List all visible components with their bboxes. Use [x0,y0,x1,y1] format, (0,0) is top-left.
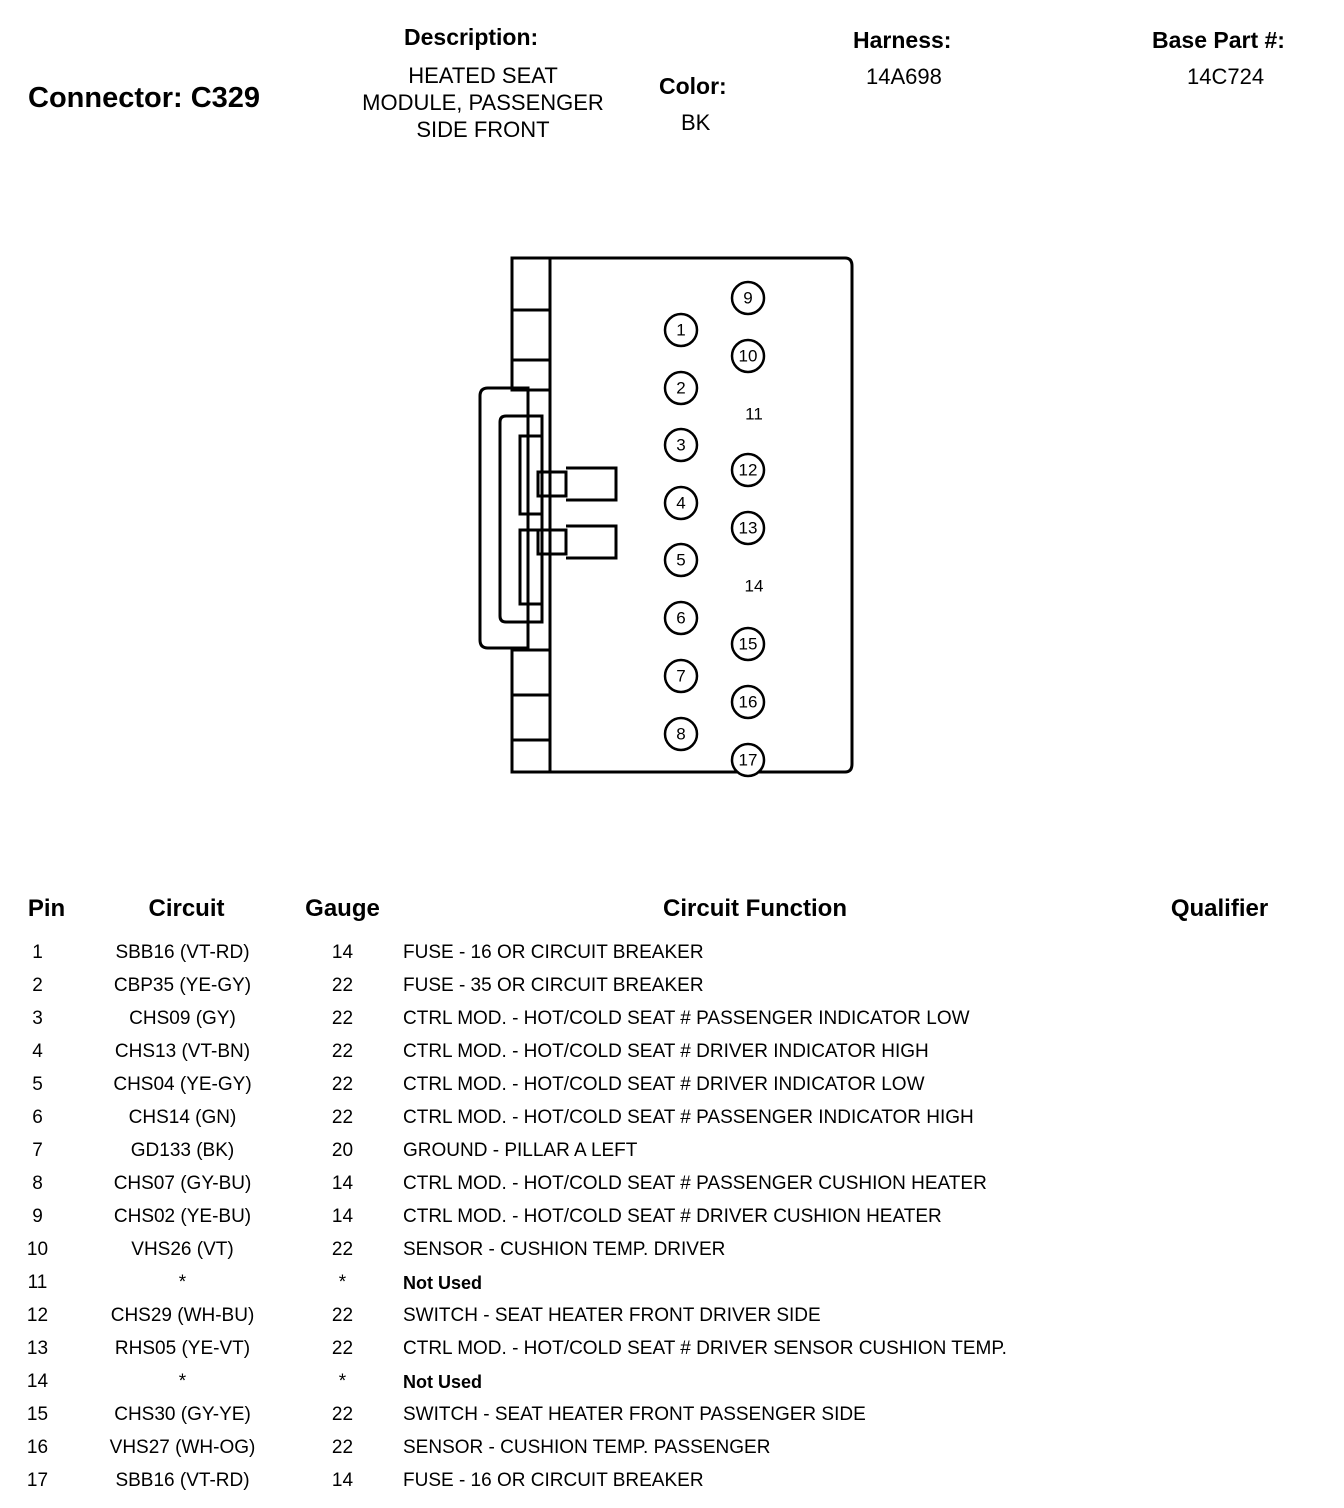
table-row [0,1432,1344,1465]
table-header-row [0,895,1344,937]
pin-marker-11: 11 [745,404,763,424]
table-row [0,1366,1344,1399]
cell-circuit-function: SWITCH - SEAT HEATER FRONT DRIVER SIDE [403,1305,821,1326]
column-header-circuit: Circuit [148,895,225,922]
cell-gauge: 22 [331,1404,354,1425]
cell-gauge: 22 [331,1305,354,1326]
cell-circuit: CHS09 (GY) [129,1008,236,1029]
connector-id-title: Connector: C329 [28,82,261,114]
cell-circuit: CHS29 (WH-BU) [110,1305,255,1326]
cell-circuit: CHS07 (GY-BU) [113,1173,252,1194]
table-row [0,970,1344,1003]
pin-marker-4: 4 [676,493,686,513]
column-header-pin: Pin [27,895,66,922]
cell-pin: 15 [26,1404,49,1425]
cell-circuit-function: CTRL MOD. - HOT/COLD SEAT # PASSENGER CUSHION HEATER [403,1173,987,1194]
cell-qualifier [1115,1234,1344,1267]
cell-gauge: 22 [331,1041,354,1062]
column-header-qualifier: Qualifier [1170,895,1269,922]
cell-gauge: 22 [331,1437,354,1458]
base-part-label: Base Part #: [1152,27,1285,53]
pin-marker-3: 3 [676,435,686,455]
cell-circuit-function: CTRL MOD. - HOT/COLD SEAT # DRIVER INDICATOR LOW [403,1074,925,1095]
cell-gauge: 22 [331,1239,354,1260]
cell-qualifier [1115,970,1344,1003]
cell-qualifier [1115,1135,1344,1168]
cell-gauge: 14 [331,1206,354,1227]
table-row [0,937,1344,970]
cell-pin: 3 [32,1008,43,1029]
cell-pin: 4 [32,1041,43,1062]
cell-circuit: CBP35 (YE-GY) [113,975,252,996]
cell-qualifier [1115,1201,1344,1234]
pin-marker-1: 1 [676,320,686,340]
cell-pin: 5 [32,1074,43,1095]
column-header-function: Circuit Function [663,895,847,922]
cell-gauge: 22 [331,975,354,996]
pin-marker-16: 16 [738,692,758,712]
pin-marker-10: 10 [738,346,758,366]
cell-circuit-function: SENSOR - CUSHION TEMP. DRIVER [403,1239,726,1260]
pin-marker-2: 2 [676,378,686,398]
cell-pin: 6 [32,1107,43,1128]
harness-label: Harness: [853,27,952,53]
cell-pin: 10 [26,1239,49,1260]
cell-circuit: GD133 (BK) [130,1140,235,1161]
cell-qualifier [1115,1432,1344,1465]
table-row [0,1201,1344,1234]
cell-circuit-function: FUSE - 35 OR CIRCUIT BREAKER [403,975,704,996]
base-part-value: 14C724 [1187,64,1265,89]
cell-circuit: * [178,1371,187,1392]
cell-gauge: * [338,1371,347,1392]
cell-gauge: 22 [331,1008,354,1029]
cell-circuit-function: Not Used [403,1371,483,1392]
cell-circuit: VHS26 (VT) [131,1239,234,1260]
table-row [0,1135,1344,1168]
description-label: Description: [404,24,539,50]
color-value: BK [681,110,711,135]
cell-qualifier [1115,1036,1344,1069]
cell-circuit-function: FUSE - 16 OR CIRCUIT BREAKER [403,1470,704,1491]
cell-qualifier [1115,1399,1344,1432]
cell-gauge: * [338,1272,347,1293]
column-header-gauge: Gauge [305,895,380,922]
cell-gauge: 22 [331,1074,354,1095]
cell-qualifier [1115,1366,1344,1399]
cell-pin: 7 [32,1140,43,1161]
cell-gauge: 14 [331,942,354,963]
cell-qualifier [1115,1267,1344,1300]
cell-circuit-function: CTRL MOD. - HOT/COLD SEAT # PASSENGER INDICATOR HIGH [403,1107,974,1128]
cell-gauge: 14 [331,1470,354,1491]
cell-qualifier [1115,1168,1344,1201]
cell-circuit: * [178,1272,187,1293]
cell-pin: 12 [26,1305,49,1326]
cell-qualifier [1115,1465,1344,1498]
cell-circuit-function: GROUND - PILLAR A LEFT [403,1140,638,1161]
description-value: HEATED SEAT MODULE, PASSENGER SIDE FRONT [362,63,604,142]
document-header [0,0,1344,200]
cell-circuit: CHS13 (VT-BN) [114,1041,251,1062]
pin-assignment-table [0,895,1344,1498]
cell-qualifier [1115,1069,1344,1102]
color-label: Color: [659,73,727,99]
cell-circuit: CHS04 (YE-GY) [113,1074,252,1095]
cell-circuit-function: CTRL MOD. - HOT/COLD SEAT # DRIVER CUSHION HEATER [403,1206,942,1227]
table-row [0,1003,1344,1036]
pin-marker-12: 12 [738,460,758,480]
table-row [0,1234,1344,1267]
cell-gauge: 20 [331,1140,354,1161]
cell-gauge: 22 [331,1338,354,1359]
table-row [0,1300,1344,1333]
table-row [0,1168,1344,1201]
pin-marker-17: 17 [738,750,758,770]
connector-illustration [470,240,890,810]
cell-qualifier [1115,1102,1344,1135]
cell-pin: 14 [26,1371,49,1392]
cell-qualifier [1115,1003,1344,1036]
cell-pin: 16 [26,1437,49,1458]
cell-circuit-function: FUSE - 16 OR CIRCUIT BREAKER [403,942,704,963]
harness-value: 14A698 [866,64,942,89]
cell-qualifier [1115,1333,1344,1366]
table-row [0,1102,1344,1135]
pin-marker-6: 6 [676,608,686,628]
cell-qualifier [1115,1300,1344,1333]
pin-marker-13: 13 [738,518,758,538]
cell-circuit-function: CTRL MOD. - HOT/COLD SEAT # DRIVER INDICATOR HIGH [403,1041,929,1062]
cell-circuit: RHS05 (YE-VT) [114,1338,251,1359]
cell-circuit: SBB16 (VT-RD) [115,1470,250,1491]
cell-pin: 11 [27,1272,48,1293]
cell-circuit: SBB16 (VT-RD) [115,942,250,963]
cell-pin: 8 [32,1173,43,1194]
cell-gauge: 22 [331,1107,354,1128]
cell-pin: 13 [26,1338,49,1359]
table-row [0,1333,1344,1366]
cell-gauge: 14 [331,1173,354,1194]
cell-pin: 9 [32,1206,43,1227]
cell-pin: 2 [32,975,43,996]
pin-marker-9: 9 [743,288,753,308]
pin-marker-8: 8 [676,724,686,744]
pin-marker-14: 14 [744,576,764,596]
cell-qualifier [1115,937,1344,970]
cell-circuit-function: CTRL MOD. - HOT/COLD SEAT # DRIVER SENSOR CUSHION TEMP. [403,1338,1007,1359]
cell-pin: 1 [32,942,43,963]
table-row [0,1465,1344,1498]
pin-marker-5: 5 [676,550,686,570]
table-row [0,1069,1344,1102]
table-row [0,1399,1344,1432]
cell-circuit-function: SWITCH - SEAT HEATER FRONT PASSENGER SIDE [403,1404,866,1425]
pin-marker-7: 7 [676,666,686,686]
cell-circuit-function: Not Used [403,1272,483,1293]
cell-circuit: CHS02 (YE-BU) [113,1206,252,1227]
table-row [0,1267,1344,1300]
pin-marker-15: 15 [738,634,758,654]
cell-circuit-function: CTRL MOD. - HOT/COLD SEAT # PASSENGER INDICATOR LOW [403,1008,970,1029]
cell-circuit: VHS27 (WH-OG) [109,1437,256,1458]
cell-pin: 17 [26,1470,49,1491]
table-row [0,1036,1344,1069]
cell-circuit: CHS30 (GY-YE) [114,1404,251,1425]
cell-circuit-function: SENSOR - CUSHION TEMP. PASSENGER [403,1437,771,1458]
cell-circuit: CHS14 (GN) [128,1107,237,1128]
